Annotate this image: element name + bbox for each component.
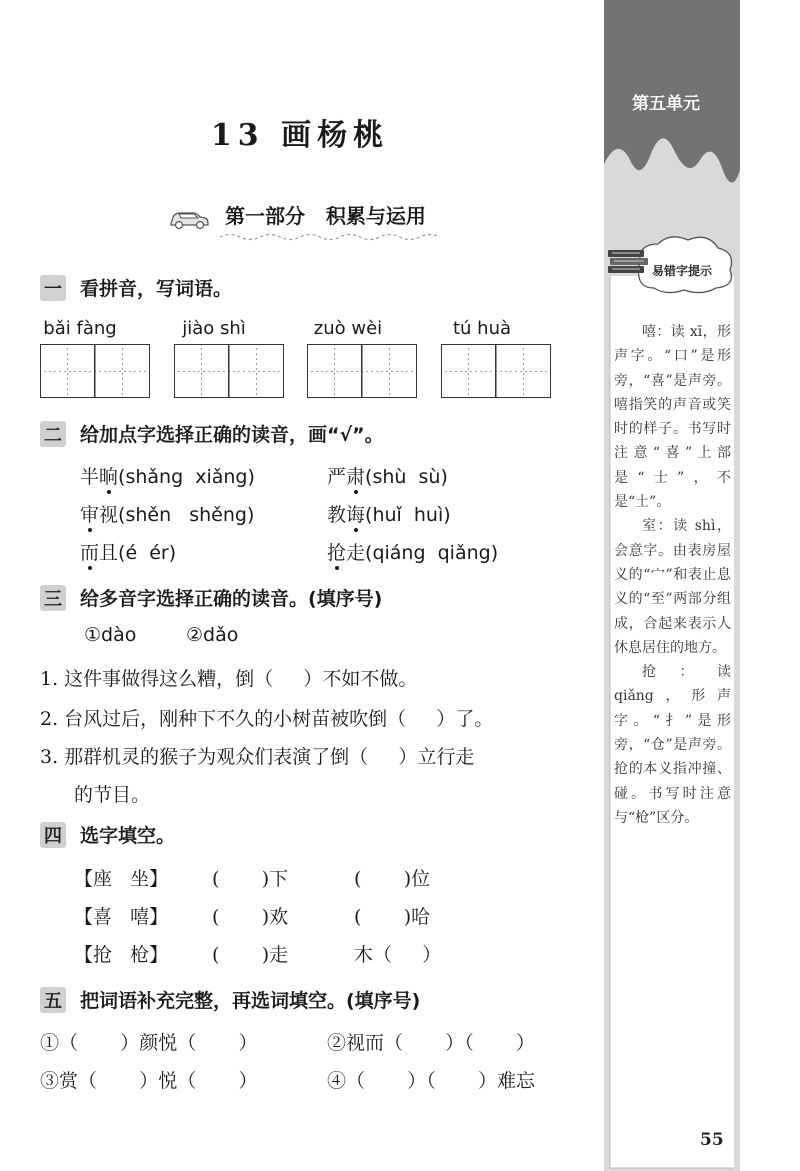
section-5-header [40,986,420,1013]
page-number: 55 [700,1130,724,1150]
writing-grid[interactable] [40,344,150,398]
section-number: 四 [40,822,66,848]
books-icon [606,246,650,276]
section-title: 把词语补充完整，再选词填空。(填序号) [80,990,421,1012]
polyphone-sentence: 2. 台风过后，刚种下不久的小树苗被吹倒（ ）了。 [40,708,494,730]
pinyin-options[interactable]: (qiáng qiǎng) [365,542,499,564]
sidebar [604,0,740,1171]
part-header [165,198,465,246]
char: 且 [99,542,119,564]
writing-grid[interactable] [441,344,551,398]
char: 视 [99,504,119,526]
polyphone-sentence: 1. 这件事做得这么糟，倒（ ）不如不做。 [40,668,418,690]
pinyin-options[interactable]: (shěn shěng) [118,504,255,526]
section-number: 三 [40,585,66,611]
pinyin-options[interactable]: (é ér) [118,542,177,564]
dotted-char: 审 [80,504,100,526]
fill-blank[interactable]: ( )下 [212,868,289,890]
pinyin-item: jiào shì [182,318,246,339]
fill-blank[interactable]: ( )哈 [354,906,431,928]
polyphone-option: ②dǎo [186,624,239,646]
section-3-header [40,584,382,611]
wavy-underline [220,232,450,242]
pinyin-item: bǎi fàng [43,318,117,339]
pinyin-item: zuò wèi [313,318,383,339]
section-number: 二 [40,421,66,447]
pronunciation-item [327,500,451,527]
tip-paragraph: 抢：读 qiǎng，形声字。“扌”是形旁，“仓”是声旁。抢的本义指冲撞、碰。书写时注意与“枪”区分。 [614,664,731,826]
char: 半 [80,466,100,488]
section-2-header [40,420,384,447]
section-title: 给多音字选择正确的读音。(填序号) [80,588,383,610]
dotted-char: 肃 [346,466,366,488]
polyphone-option: ①dào [84,624,137,646]
fill-blank[interactable]: ( )位 [354,868,431,890]
tip-paragraph: 室：读 shì，会意字。由表房屋义的“宀”和表止息义的“至”两部分组成，合起来表示人休息居住的地方。 [614,518,731,656]
char: 严 [327,466,347,488]
dotted-char: 诲 [346,504,366,526]
pinyin-item: tú huà [452,318,512,339]
word-completion[interactable]: ②视而（ ）（ ） [327,1032,536,1054]
word-completion[interactable]: ①（ ）颜悦（ ） [40,1032,258,1054]
pronunciation-item [80,538,176,565]
pronunciation-item [80,500,254,527]
tip-paragraph: 嘻：读 xī，形声字。“口”是形旁，“喜”是声旁。嘻指笑的声音或笑时的样子。书写时注意“喜”上部是“士”，不是“土”。 [614,324,731,511]
dotted-char: 晌 [99,466,119,488]
writing-grid[interactable] [307,344,417,398]
polyphone-sentence: 3. 那群机灵的猴子为观众们表演了倒（ ）立行走 [40,746,475,768]
pinyin-options[interactable]: (shù sù) [365,466,448,488]
section-number: 一 [40,275,66,301]
lesson-title: 13 画杨桃 [210,118,390,153]
dotted-char: 抢 [327,542,347,564]
pinyin-options[interactable]: (huǐ huì) [365,504,451,526]
word-completion[interactable]: ④（ ）（ ）难忘 [327,1070,536,1092]
section-title: 看拼音，写词语。 [80,278,233,300]
char-pair: 【抢 枪】 [74,944,169,966]
tip-text [614,320,731,830]
section-1-header [40,274,232,301]
part-title: 第一部分 积累与运用 [225,204,426,228]
section-title: 选字填空。 [80,825,176,847]
char: 教 [327,504,347,526]
section-title: 给加点字选择正确的读音，画“√”。 [80,424,384,446]
writing-grid[interactable] [174,344,284,398]
pronunciation-item [327,538,498,565]
char-pair: 【座 坐】 [74,868,169,890]
fill-blank[interactable]: ( )欢 [212,906,289,928]
char: 走 [346,542,366,564]
char-pair: 【喜 嘻】 [74,906,169,928]
fill-blank[interactable]: ( )走 [212,944,289,966]
polyphone-sentence: 的节目。 [74,784,151,806]
pronunciation-item [327,462,448,489]
pinyin-options[interactable]: (shǎng xiǎng) [118,466,255,488]
word-completion[interactable]: ③赏（ ）悦（ ） [40,1070,258,1092]
pinyin-row [40,318,560,340]
fill-blank[interactable]: 木（ ） [354,944,442,966]
unit-label: 第五单元 [632,94,700,114]
section-number: 五 [40,987,66,1013]
dotted-char: 而 [80,542,100,564]
tip-title: 易错字提示 [652,264,713,278]
pronunciation-item [80,462,255,489]
car-icon [167,204,211,232]
section-4-header [40,821,175,848]
